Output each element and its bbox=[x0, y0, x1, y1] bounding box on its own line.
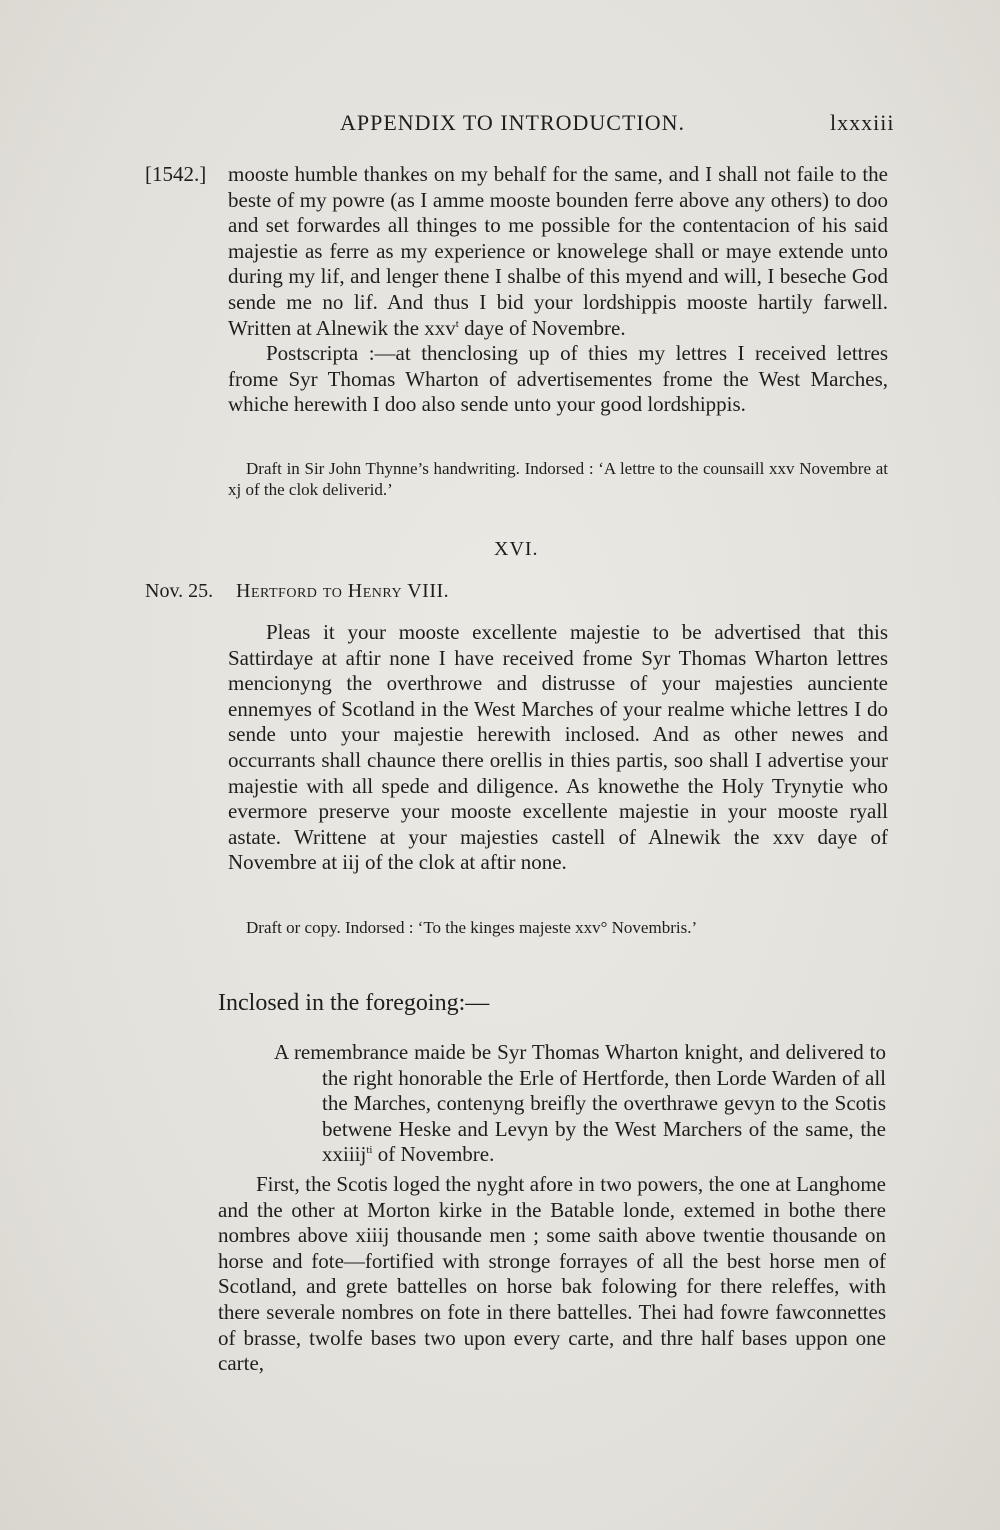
page-number: lxxxiii bbox=[830, 110, 895, 135]
letter-closing-text: mooste humble thankes on my behalf for the same, and I shall not faile to the beste of my powre (as I amme mooste bounden ferre above any others) to doo and set forwardes all thinges to me possible for the contentacion of his said majestie as ferre as my experience or knowelege shall or maye extende unto during my lif, and lenger thene I shalbe of this myend and will, I beseche God sende me no lif. And thus I bid your lordshippis mooste hartily farwell. Written at Alnewik the xxv$^t$ daye of Novembre. bbox=[228, 162, 888, 340]
postscript: Postscripta :—at thenclosing up of thies my lettres I received lettres frome Syr Thomas Wharton of advertisementes frome the West Marches, whiche herewith I doo also sende unto your good lordshippis. bbox=[228, 341, 888, 417]
letter-body: Pleas it your mooste excellente majestie to be advertised that this Sattirdaye at aftir none I have received frome Syr Thomas Wharton lettres mencionyng the overthrowe and distrusse of your majesties aunciente ennemyes of Scotland in the West Marches of your realme whiche lettres I do sende unto your majestie herewith inclosed. And as other newes and occurrants shall chaunce there orellis in thies partis, soo shall I advertise your majestie with all spede and diligence. As knowethe the Holy Trynytie who evermore preserve your mooste excellente majestie in your mooste ryall astate. Writtene at your majesties castell of Alnewik the xxv daye of Novembre at iij of the clok at aftir none. bbox=[228, 620, 888, 875]
section-date: Nov. 25. bbox=[145, 580, 214, 602]
inclosure-body: First, the Scotis loged the nyght afore in two powers, the one at Langhome and the other at Morton kirke in the Batable londe, extemed in bothe there nombres above xiiij thousande men ; some saith above twentie thousande on horse and fote—fortified with stronge forrayes of all the best horse men of Scotland, and grete battelles on horse bak folowing for there releffes, with there severale nombres on fote in there battelles. Thei had fowre fawconnettes of brasse, twolfe bases two upon every carte, and thre half bases uppon one carte, bbox=[218, 1172, 886, 1376]
running-header: APPENDIX TO INTRODUCTION. bbox=[340, 110, 686, 135]
section-heading: Hertford to Henry VIII. bbox=[236, 580, 450, 602]
margin-date: [1542.] bbox=[145, 162, 207, 186]
section-number: XVI. bbox=[494, 538, 539, 560]
letter-note: Draft or copy. Indorsed : ‘To the kinges majeste xxv° Novembris.’ bbox=[246, 918, 698, 937]
provenance-note: Draft in Sir John Thynne’s handwriting. Indorsed : ‘A lettre to the counsaill xxv Novembre at xj of the clok deliverid.’ bbox=[228, 459, 888, 499]
inclosure-title: A remembrance maide be Syr Thomas Wharton knight, and delivered to the right honorable the Erle of Hertforde, then Lorde Warden of all the Marches, contenyng breifly the overthrawe gevyn to the Scotis betwene Heske and Levyn by the West Marchers of the same, the xxiiij$^{ti}$ of Novembre. bbox=[274, 1040, 886, 1167]
letter-closing bbox=[228, 162, 888, 418]
inclosure-heading: Inclosed in the foregoing:— bbox=[218, 990, 490, 1016]
